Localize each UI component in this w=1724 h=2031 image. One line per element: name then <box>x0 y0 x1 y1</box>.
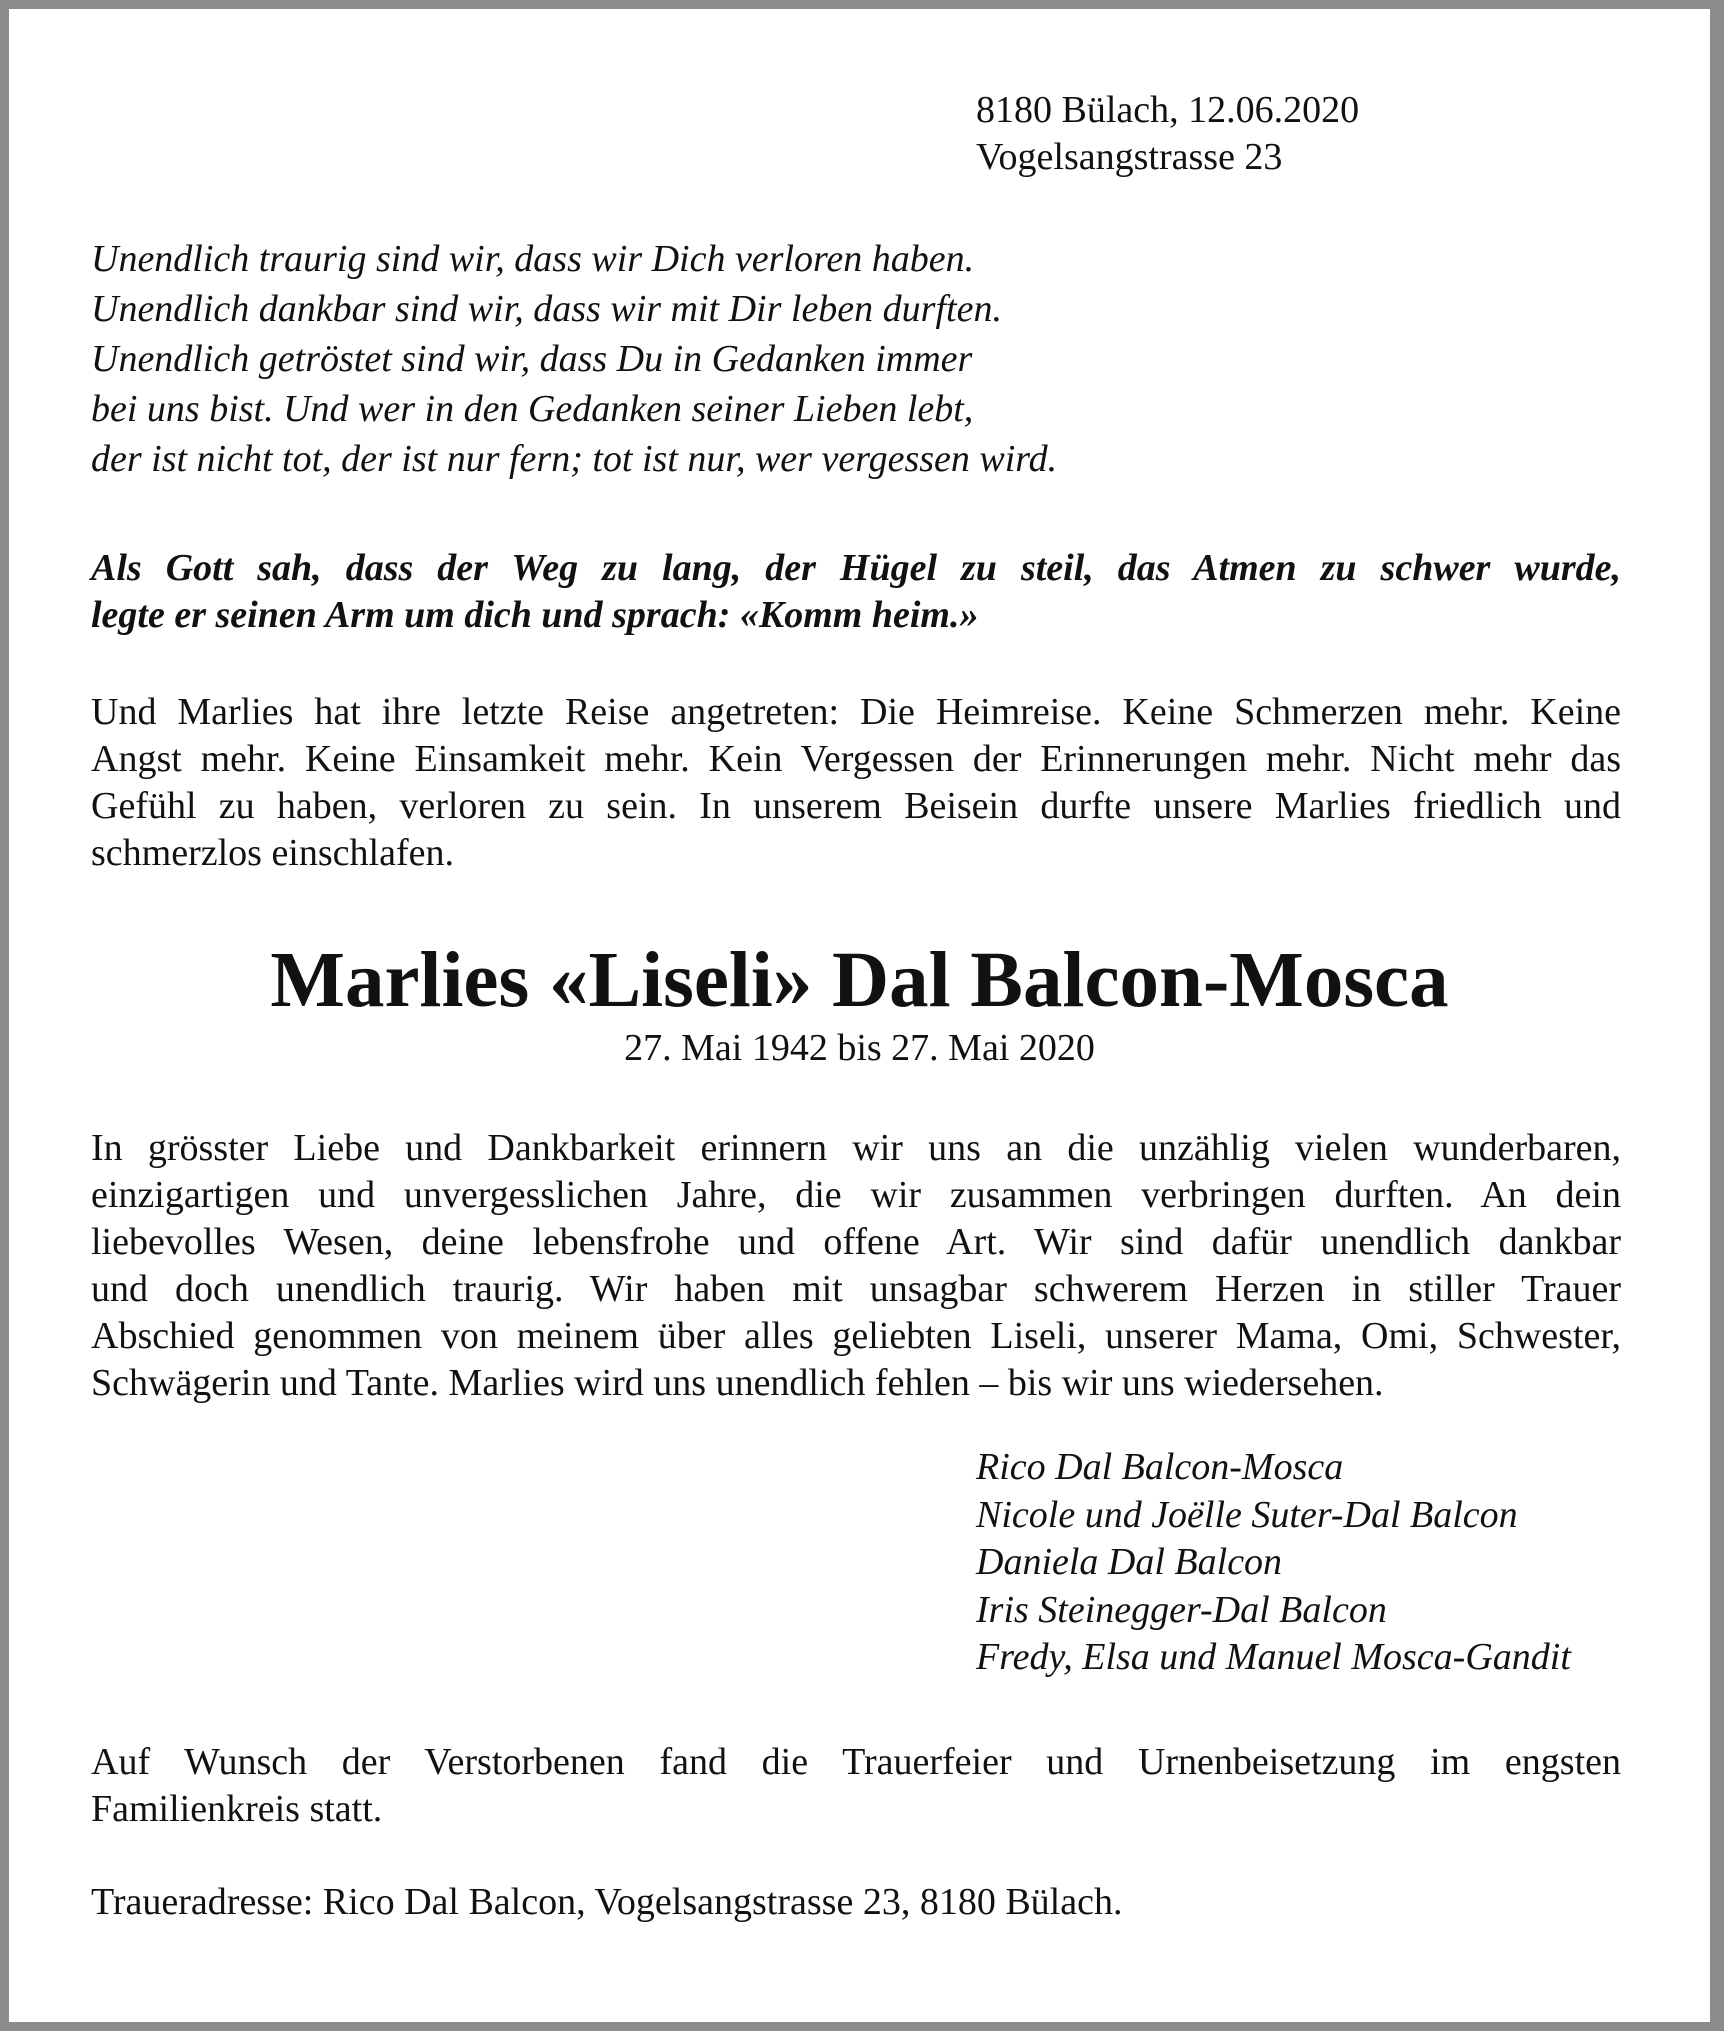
signer-name: Rico Dal Balcon-Mosca <box>976 1446 1344 1488</box>
memory-line: Abschied genommen von meinem über alles geliebten Liseli, unserer Mama, Omi, Schwester, <box>91 1315 1621 1357</box>
signers-list <box>976 1444 1571 1682</box>
signer-name: Daniela Dal Balcon <box>976 1541 1283 1583</box>
ceremony-line: Auf Wunsch der Verstorbenen fand die Trauerfeier und Urnenbeisetzung im engsten <box>91 1741 1621 1783</box>
poem-line: bei uns bist. Und wer in den Gedanken seiner Lieben lebt, <box>91 388 974 430</box>
address-street: Vogelsangstrasse 23 <box>976 136 1283 178</box>
quote-line: legte er seinen Arm um dich und sprach: «Komm heim.» <box>91 594 979 636</box>
intro-line: Gefühl zu haben, verloren zu sein. In unserem Beisein durfte unsere Marlies friedlich und <box>91 785 1621 827</box>
intro-paragraph <box>91 689 1621 877</box>
quote-line: Als Gott sah, dass der Weg zu lang, der Hügel zu steil, das Atmen zu schwer wurde, <box>91 547 1621 589</box>
ceremony-paragraph <box>91 1739 1621 1833</box>
memory-line: und doch unendlich traurig. Wir haben mit unsagbar schwerem Herzen in stiller Trauer <box>91 1268 1621 1310</box>
poem-line: Unendlich traurig sind wir, dass wir Dich verloren haben. <box>91 238 975 280</box>
ceremony-line: Familienkreis statt. <box>91 1788 383 1830</box>
address-city-date: 8180 Bülach, 12.06.2020 <box>976 89 1360 131</box>
intro-line: Angst mehr. Keine Einsamkeit mehr. Kein Vergessen der Erinnerungen mehr. Nicht mehr das <box>91 738 1621 780</box>
poem-line: Unendlich getröstet sind wir, dass Du in Gedanken immer <box>91 338 973 380</box>
obituary-page <box>9 9 1710 2022</box>
mourning-address: Traueradresse: Rico Dal Balcon, Vogelsangstrasse 23, 8180 Bülach. <box>91 1881 1123 1923</box>
memory-paragraph <box>91 1125 1621 1407</box>
deceased-name: Marlies «Liseli» Dal Balcon-Mosca <box>270 937 1449 1024</box>
signer-name: Fredy, Elsa und Manuel Mosca-Gandit <box>976 1636 1571 1678</box>
intro-line: schmerzlos einschlafen. <box>91 832 454 874</box>
signer-name: Nicole und Joëlle Suter-Dal Balcon <box>976 1493 1518 1536</box>
poem-line: der ist nicht tot, der ist nur fern; tot ist nur, wer vergessen wird. <box>91 438 1058 480</box>
memory-line: einzigartigen und unvergesslichen Jahre, die wir zusammen verbringen durften. An dein <box>91 1174 1621 1216</box>
memory-line: In grösster Liebe und Dankbarkeit erinnern wir uns an die unzählig vielen wunderbaren, <box>91 1127 1621 1169</box>
poem-line: Unendlich dankbar sind wir, dass wir mit Dir leben durften. <box>91 288 1002 330</box>
sender-address <box>976 87 1359 181</box>
bold-quote <box>91 545 1621 639</box>
memory-line: Schwägerin und Tante. Marlies wird uns unendlich fehlen – bis wir uns wiedersehen. <box>91 1362 1384 1404</box>
intro-line: Und Marlies hat ihre letzte Reise angetreten: Die Heimreise. Keine Schmerzen mehr. Keine <box>91 691 1621 733</box>
signer-name: Iris Steinegger-Dal Balcon <box>976 1588 1387 1631</box>
poem <box>91 234 1057 484</box>
life-dates: 27. Mai 1942 bis 27. Mai 2020 <box>624 1027 1095 1069</box>
memory-line: liebevolles Wesen, deine lebensfrohe und offene Art. Wir sind dafür unendlich dankbar <box>91 1221 1621 1263</box>
